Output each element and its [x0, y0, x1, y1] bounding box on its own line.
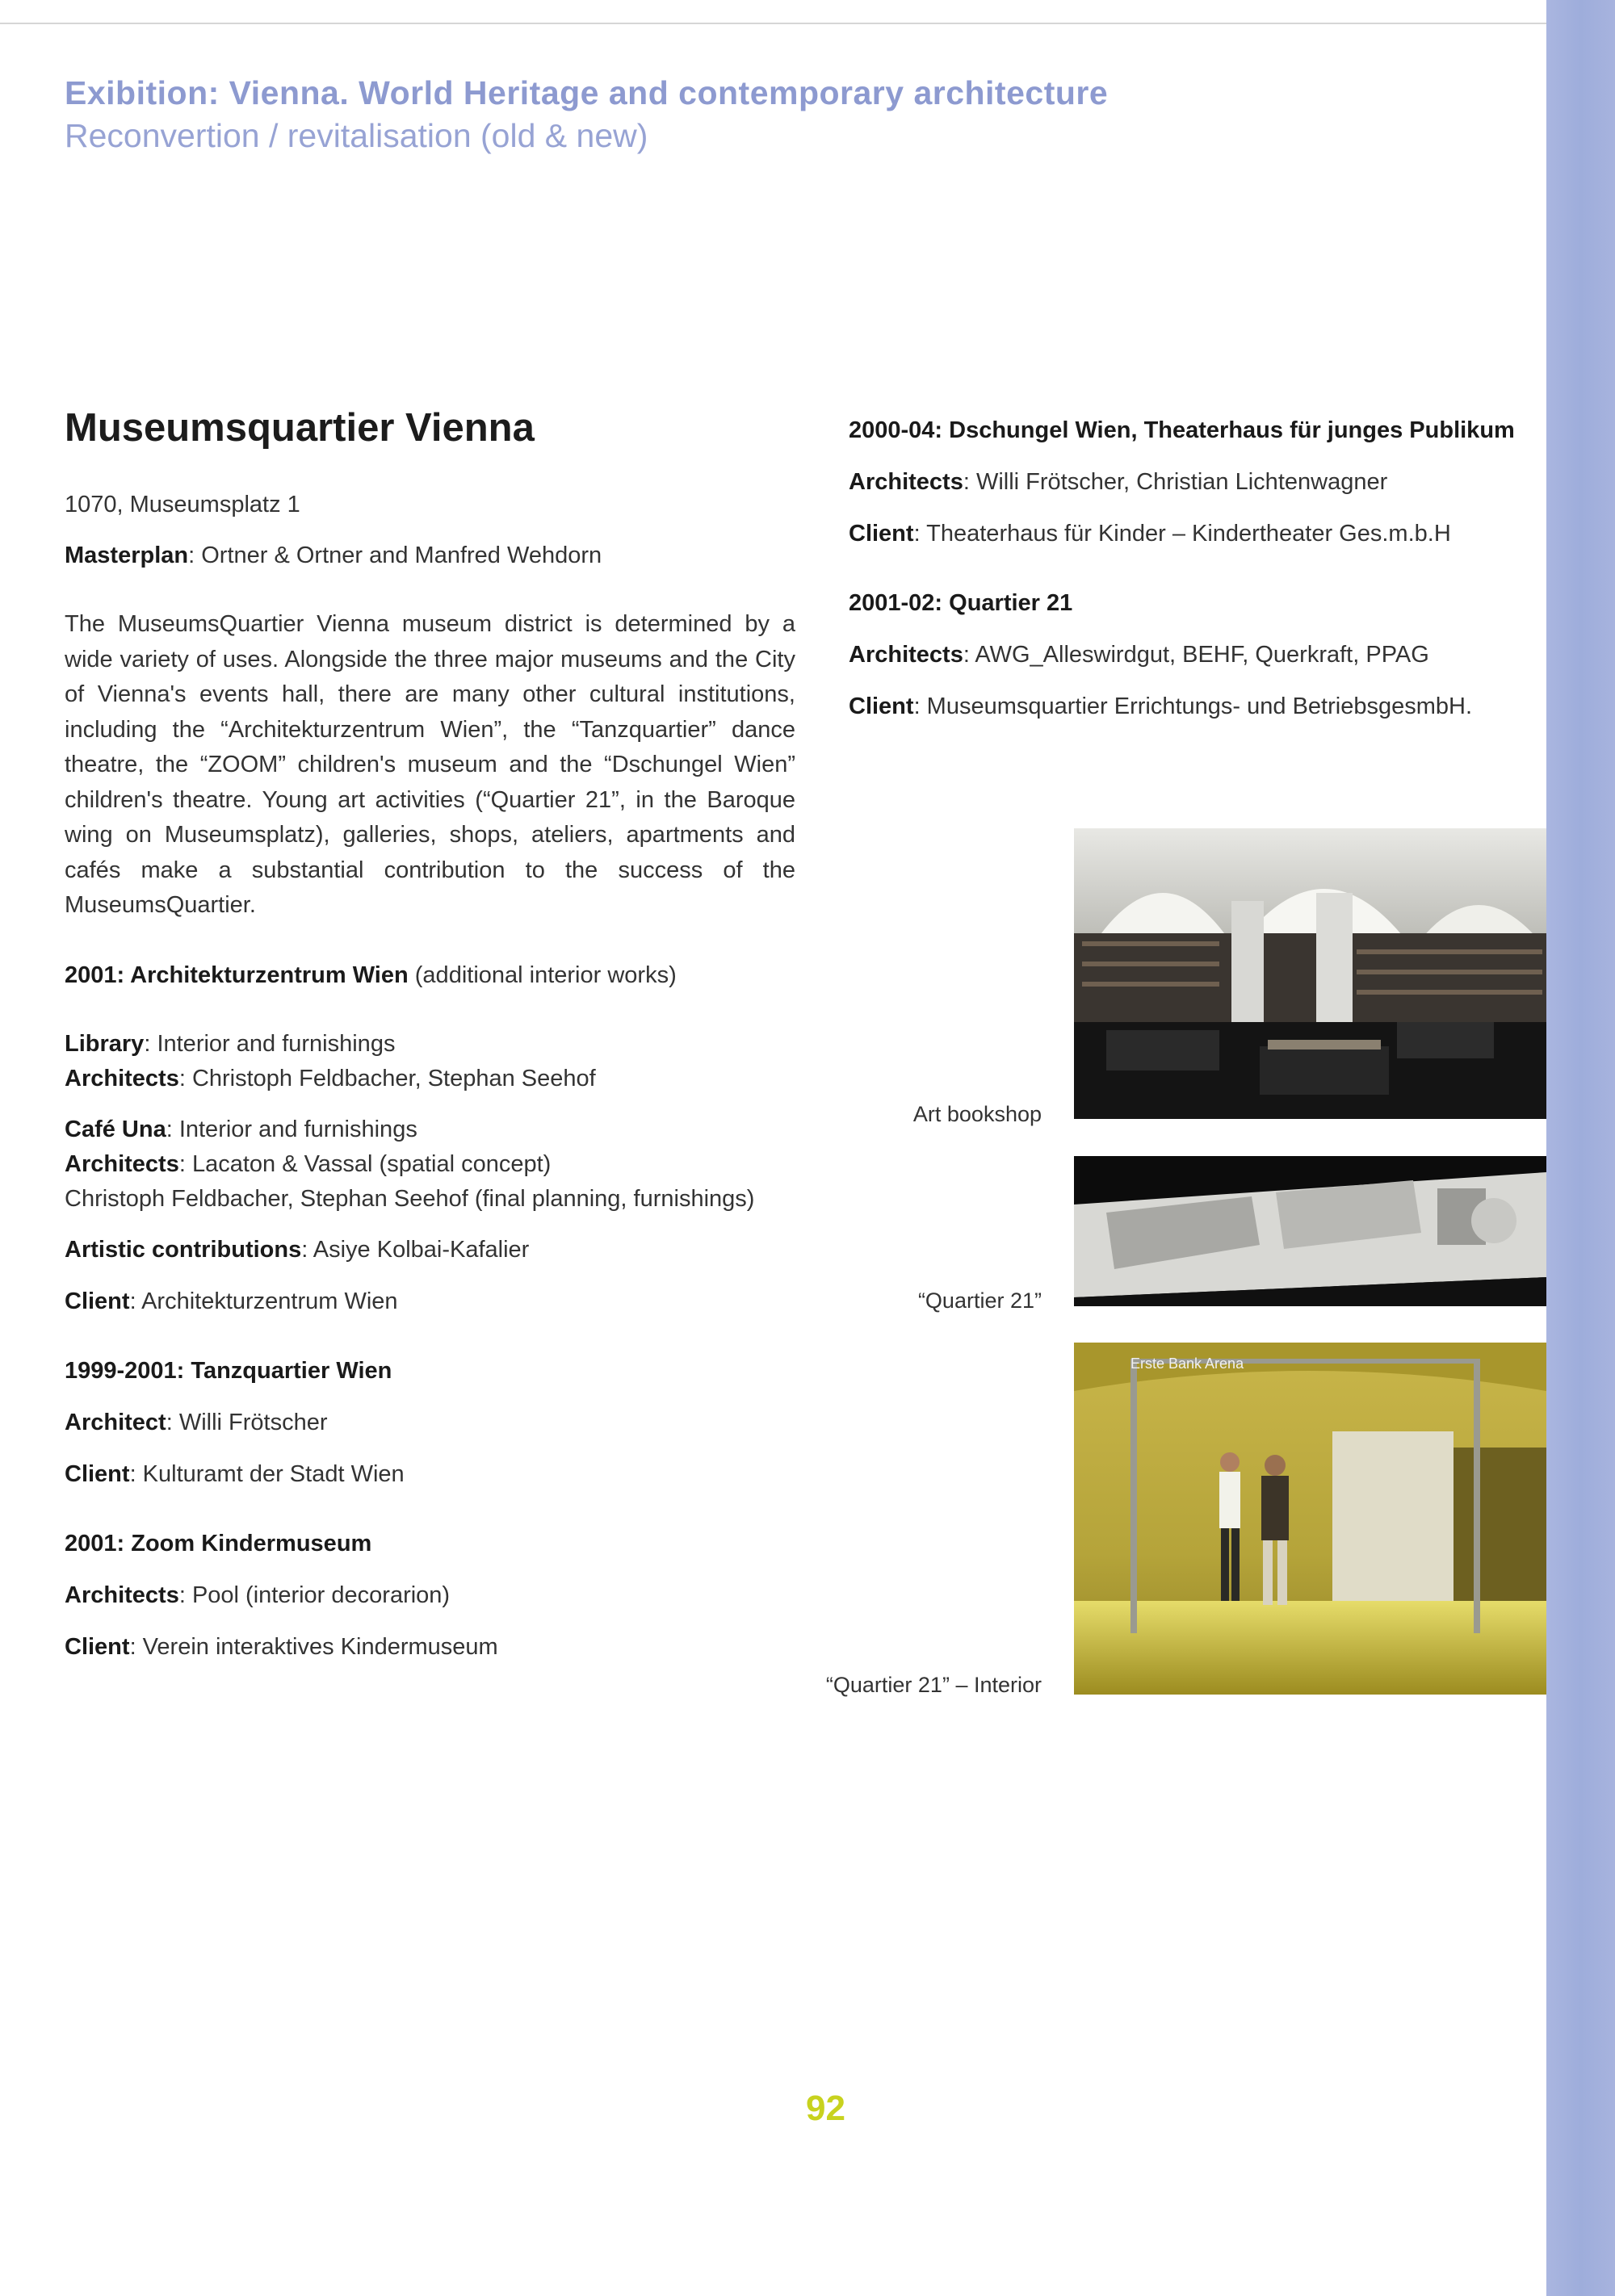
photo-quartier21-interior	[1074, 1343, 1546, 1695]
description	[65, 607, 795, 924]
q21-architects-value: : AWG_Alleswirdgut, BEHF, Querkraft, PPAG	[963, 642, 1429, 668]
zoom-architects-value: : Pool (interior decorarion)	[178, 1582, 451, 1608]
zoom-heading	[65, 1527, 371, 1561]
az-architects-line	[65, 1062, 596, 1096]
q21-architects-label: Architects	[849, 642, 963, 668]
caption-quartier21: “Quartier 21”	[917, 1288, 1042, 1313]
tq-architect-value: : Willi Frötscher	[166, 1410, 328, 1435]
address: 1070, Museumsplatz 1	[65, 492, 300, 517]
tq-architect-label: Architect	[65, 1410, 166, 1435]
cafe-line	[65, 1112, 417, 1147]
dschungel-heading-text: 2000-04: Dschungel Wien, Theaterhaus für junges Publikum	[849, 417, 1515, 443]
interior-illustration	[1074, 1343, 1546, 1695]
az-client-label: Client	[65, 1288, 130, 1314]
az-note: (additional interior works)	[408, 962, 677, 988]
cafe-label: Café Una	[65, 1117, 166, 1142]
az-client-line	[65, 1284, 398, 1319]
exhibition-title: Exibition: Vienna. World Heritage and contemporary architecture	[65, 74, 1109, 111]
arena-sign: Erste Bank Arena	[1130, 1355, 1244, 1372]
sidebar-color-band	[1546, 0, 1615, 2296]
masterplan-value: : Ortner & Ortner and Manfred Wehdorn	[188, 543, 602, 568]
zoom-client-value: : Verein interaktives Kindermuseum	[129, 1634, 498, 1660]
cafe-architects-value: : Lacaton & Vassal (spatial concept)	[178, 1151, 552, 1177]
description-text: The MuseumsQuartier Vienna museum district is determined by a wide variety of uses. Alongside the three major museums and the City of Vienna's events hall, there are many other cultural institutions, including the “Architekturzentrum Wien”, the “Tanzquartier” dance theatre, the “ZOOM” children's museum and the “Dschungel Wien” children's theatre. Young art activities (“Quartier 21”, in the Baroque wing on Museumsplatz), galleries, shops, ateliers, apartments and cafés make a substantial contribution to the success of the MuseumsQuartier.	[65, 611, 795, 918]
az-architects-label: Architects	[65, 1066, 179, 1091]
dschungel-architects-line	[849, 465, 1387, 500]
q21-client-value: : Museumsquartier Errichtungs- und BetriebsgesmbH.	[913, 693, 1473, 719]
tq-client-label: Client	[65, 1461, 130, 1487]
cafe-architects-cont: Christoph Feldbacher, Stephan Seehof (final planning, furnishings)	[65, 1186, 755, 1212]
tq-architect-line	[65, 1406, 328, 1440]
q21-client-line	[849, 689, 1472, 724]
zoom-architects-line	[65, 1578, 450, 1613]
zoom-heading-text: 2001: Zoom Kindermuseum	[65, 1531, 372, 1557]
library-line	[65, 1027, 395, 1062]
page-title: Museumsquartier Vienna	[65, 406, 535, 450]
caption-art-bookshop: Art bookshop	[912, 1102, 1042, 1126]
library-value: : Interior and furnishings	[144, 1031, 396, 1057]
tq-heading	[65, 1354, 392, 1389]
cafe-value: : Interior and furnishings	[166, 1117, 417, 1142]
tq-client-value: : Kulturamt der Stadt Wien	[129, 1461, 405, 1487]
artistic-value: : Asiye Kolbai-Kafalier	[301, 1237, 530, 1263]
q21-architects-line	[849, 638, 1429, 672]
zoom-client-label: Client	[65, 1634, 130, 1660]
dschungel-architects-value: : Willi Frötscher, Christian Lichtenwagner	[963, 469, 1388, 495]
tq-heading-text: 1999-2001: Tanzquartier Wien	[65, 1358, 392, 1384]
page-number: 92	[806, 2089, 845, 2128]
az-architects-value: : Christoph Feldbacher, Stephan Seehof	[178, 1066, 596, 1091]
az-heading-line	[65, 958, 677, 993]
bookshop-illustration	[1074, 828, 1546, 1119]
tq-client-line	[65, 1457, 405, 1492]
photo-quartier21-model	[1074, 1156, 1546, 1306]
zoom-architects-label: Architects	[65, 1582, 179, 1608]
az-client-value: : Architekturzentrum Wien	[129, 1288, 398, 1314]
dschungel-architects-label: Architects	[849, 469, 963, 495]
exhibition-subtitle: Reconvertion / revitalisation (old & new)	[65, 117, 648, 154]
q21-heading	[849, 586, 1072, 621]
artistic-line	[65, 1233, 529, 1267]
caption-quartier21-interior: “Quartier 21” – Interior	[825, 1673, 1042, 1697]
dschungel-heading	[849, 413, 1515, 448]
masterplan-line	[65, 538, 602, 573]
dschungel-client-label: Client	[849, 521, 914, 547]
q21-client-label: Client	[849, 693, 914, 719]
top-rule	[0, 23, 1546, 24]
q21-heading-text: 2001-02: Quartier 21	[849, 590, 1073, 616]
masterplan-label: Masterplan	[65, 543, 189, 568]
photo-art-bookshop	[1074, 828, 1546, 1119]
cafe-architects-line	[65, 1147, 551, 1182]
library-label: Library	[65, 1031, 145, 1057]
dschungel-client-value: : Theaterhaus für Kinder – Kindertheater Ges.m.b.H	[913, 521, 1451, 547]
artistic-label: Artistic contributions	[65, 1237, 302, 1263]
zoom-client-line	[65, 1630, 498, 1665]
model-illustration	[1074, 1156, 1546, 1306]
az-heading: 2001: Architekturzentrum Wien	[65, 962, 409, 988]
dschungel-client-line	[849, 517, 1451, 551]
cafe-architects-label: Architects	[65, 1151, 179, 1177]
